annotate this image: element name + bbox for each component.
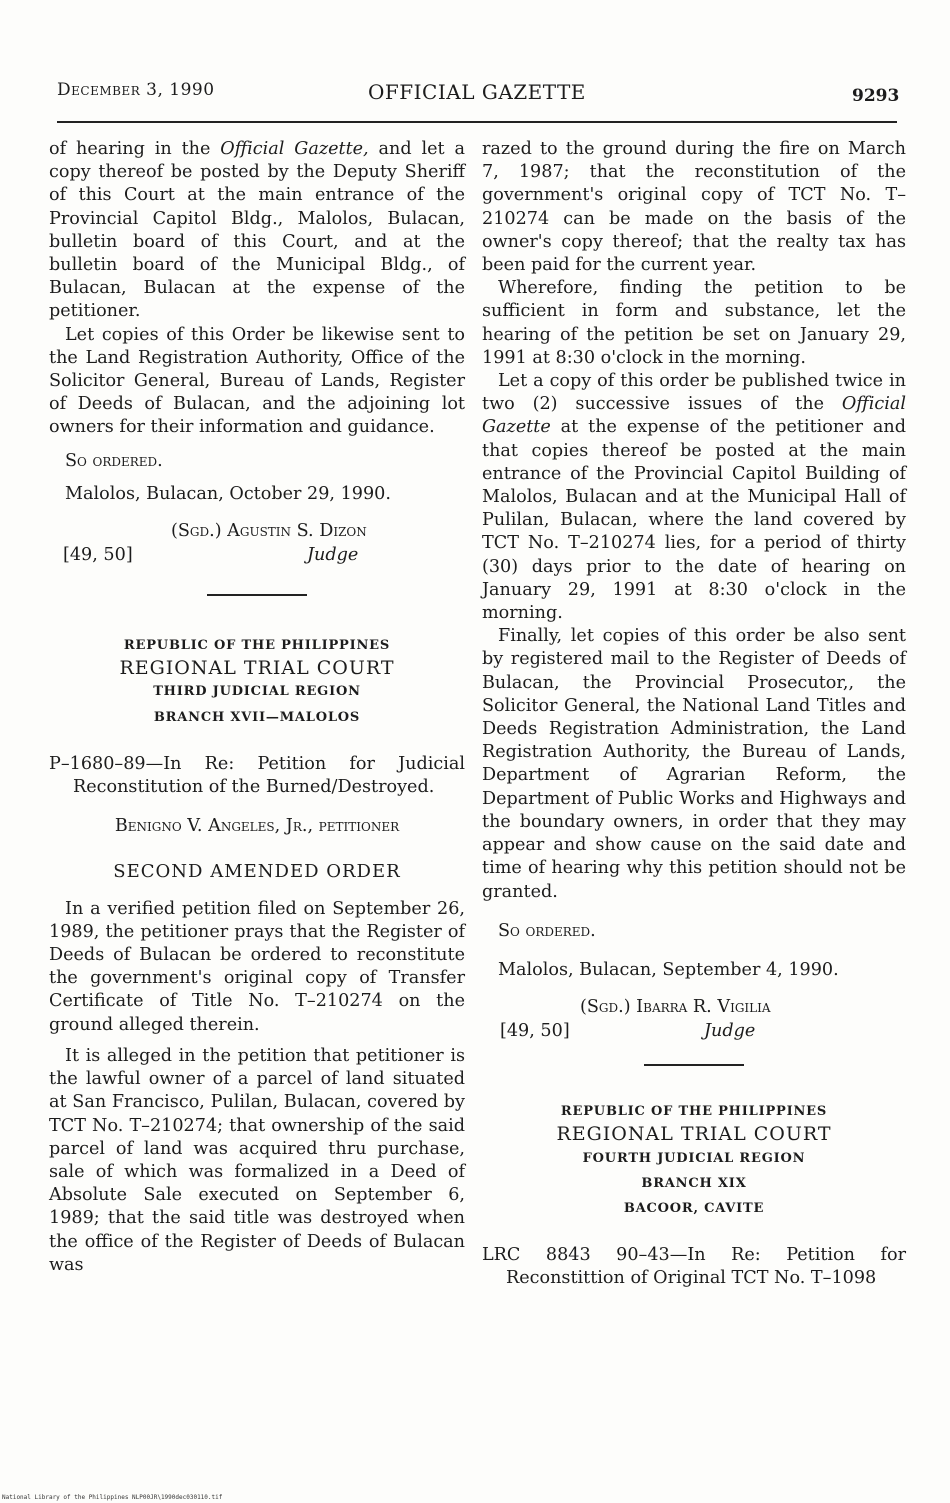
order-paragraph: Let copies of this Order be likewise sent to the Land Registration Authority, Office of the Solicitor General, Bureau of Lands, Register of Deeds of Bulacan, and the adjoining lot owners for their information and guidance. [49, 324, 465, 438]
court-heading: REGIONAL TRIAL COURT [556, 1123, 832, 1146]
order-paragraph: Wherefore, finding the petition to be sufficient in form and substance, let the hearing of the petition be set on January 29, 1991 at 8:30 o'clock in the morning. [482, 278, 906, 368]
order-paragraph: of hearing in the Official Gazette, and let a copy thereof be posted by the Deputy Sheriff of this Court at the main entrance of the Provincial Capitol Bldg., Malolos, Bulacan, bulletin board of this Court, and at the bulletin board of the Municipal Bldg., of Bulacan, Bulacan at the expense of the petitioner. [49, 139, 465, 322]
republic-heading: REPUBLIC OF THE PHILIPPINES [123, 638, 391, 654]
order-paragraph: Let a copy of this order be published twice in two (2) successive issues of the Official Gazette at the expense of the petitioner and that copies thereof be posted at the main entrance of the Provincial Capitol Building of Malolos, Bulacan and at the Municipal Hall of Pulilan, Bulacan, where the land covered by TCT No. T–210274 lies, for a period of thirty (30) days prior to the date of hearing on January 29, 1991 at 8:30 o'clock in the morning. [482, 371, 906, 624]
place-heading: BACOOR, CAVITE [623, 1200, 765, 1216]
section-divider [207, 594, 307, 596]
page-header [0, 0, 950, 130]
so-ordered: So ordered. [498, 920, 596, 941]
republic-heading: REPUBLIC OF THE PHILIPPINES [560, 1104, 828, 1120]
order-paragraph: In a verified petition filed on September 26, 1989, the petitioner prays that the Register of Deeds of Bulacan be ordered to reconstitute the government's original copy of Transfer Certificate of Title No. T–210274 on the ground alleged therein. [49, 898, 465, 1035]
place-date: Malolos, Bulacan, October 29, 1990. [65, 483, 391, 504]
left-column [49, 138, 465, 1277]
branch-heading: BRANCH XVII—MALOLOS [153, 709, 361, 725]
page-number: 9293 [852, 86, 900, 106]
petitioner-line: Benigno V. Angeles, Jr., petitioner [114, 816, 400, 837]
so-ordered: So ordered. [65, 450, 163, 471]
case-title: P–1680–89—In Re: Petition for Judicial Reconstitution of the Burned/Destroyed. [49, 753, 465, 798]
header-rule [57, 121, 897, 123]
signature: (Sgd.) Agustin S. Dizon [171, 521, 367, 542]
region-heading: THIRD JUDICIAL REGION [153, 684, 361, 700]
order-paragraph: Finally, let copies of this order be also sent by registered mail to the Register of Deeds of Bulacan, the Provincial Prosecutor,, the Solicitor General, the National Land Titles and Deeds Registration Administration, the Land Registration Authority, the Bureau of Lands, Department of Agrarian Reform, the Department of Public Works and Highways and the boundary owners, in order that they may appear and show cause on the said date and time of hearing why this petition should not be granted. [482, 626, 906, 902]
right-column [482, 138, 906, 1291]
order-paragraph: It is alleged in the petition that petitioner is the lawful owner of a parcel of land situated at San Francisco, Pulilan, Bulacan, covered by TCT No. T–210274; that ownership of the said parcel of land was acquired thru purchase, sale of which was formalized in a Deed of Absolute Sale executed on September 6, 1989; that the said title was destroyed when the office of the Register of Deeds of Bulacan was [49, 1045, 465, 1275]
case-title: LRC 8843 90–43—In Re: Petition for Reconstittion of Original TCT No. T–1098 [482, 1245, 906, 1289]
issue-date: December 3, 1990 [57, 80, 215, 100]
branch-heading: BRANCH XIX [641, 1175, 747, 1191]
signature: (Sgd.) Ibarra R. Vigilia [580, 997, 771, 1018]
reference-numbers: [49, 50] [500, 1021, 570, 1042]
order-paragraph: razed to the ground during the fire on March 7, 1987; that the reconstitution of the government's original copy of TCT No. T–210274 can be made on the basis of the owner's copy thereof; that the realty tax has been paid for the current year. [482, 139, 906, 276]
reference-numbers: [49, 50] [63, 545, 133, 566]
place-date: Malolos, Bulacan, September 4, 1990. [498, 959, 839, 980]
scan-footer: National Library of the Philippines NLP00JR\1990dec030110.tif [2, 1494, 223, 1501]
judge-title: Judge [704, 1021, 756, 1042]
section-divider [644, 1064, 744, 1066]
court-heading: REGIONAL TRIAL COURT [119, 657, 395, 680]
judge-title: Judge [307, 545, 359, 566]
publication-title: OFFICIAL GAZETTE [368, 80, 586, 104]
order-title: SECOND AMENDED ORDER [113, 861, 401, 883]
signature-block [49, 520, 465, 568]
signature-block [482, 996, 906, 1044]
region-heading: FOURTH JUDICIAL REGION [582, 1150, 806, 1166]
